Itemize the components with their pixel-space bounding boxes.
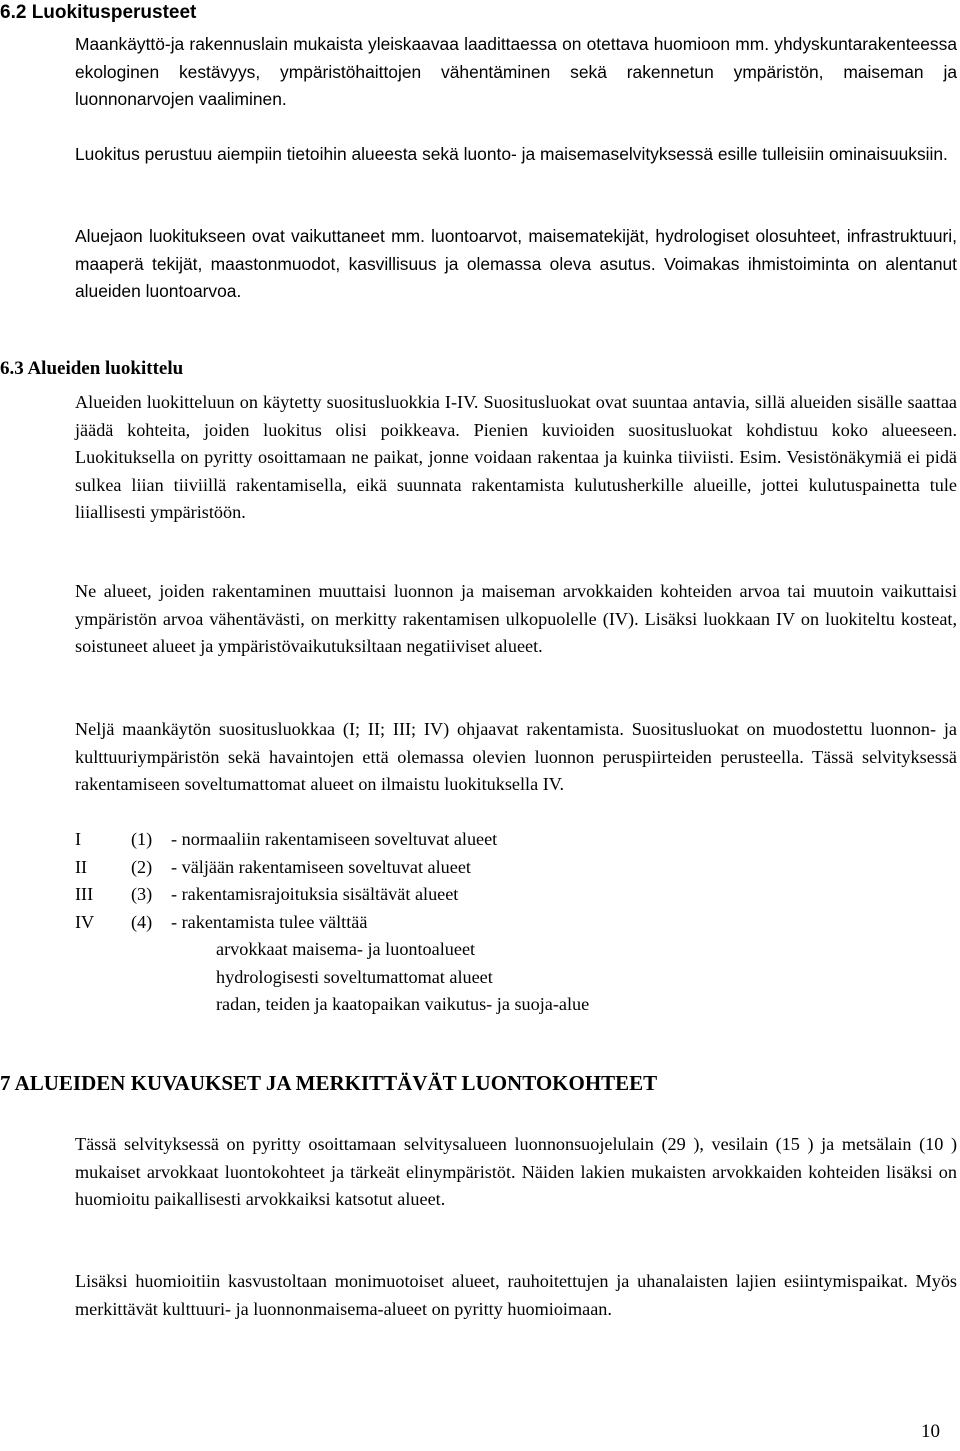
- section-7-heading: 7 ALUEIDEN KUVAUKSET JA MERKITTÄVÄT LUONTOKOHTEET: [0, 1071, 658, 1095]
- class-roman: II: [75, 856, 88, 877]
- class-description: - normaaliin rakentamiseen soveltuvat alueet: [171, 829, 498, 849]
- class-number: (3): [131, 884, 153, 904]
- class-description: - väljään rakentamiseen soveltuvat alueet: [171, 856, 471, 877]
- class-number: (4): [131, 911, 153, 932]
- section-6-3-paragraph-1: Alueiden luokitteluun on käytetty suositusluokkia I-IV. Suositusluokat ovat suuntaa antavia, sillä alueiden sisälle saattaa jäädä kohteita, joiden luokitus olisi poikkeava. Pienien kuvioiden suositusluokat kohdistuu koko alueeseen. Luokituksella on pyritty osoittamaan ne paikat, jonne voidaan rakentaa ja kuinka tiiviisti. Esim. Vesistönäkymiä ei pidä sulkea liian tiiviillä rakentamisella, eikä suunnata rakentamista kulutusherkille alueille, jottei kulutuspainetta tule liiallisesti ympäristöön.: [75, 392, 957, 522]
- class-roman: IV: [75, 911, 95, 932]
- section-6-2-paragraph-3: Aluejaon luokitukseen ovat vaikuttaneet mm. luontoarvot, maisematekijät, hydrologiset olosuhteet, infrastruktuuri, maaperä tekijät, maastonmuodot, kasvillisuus ja olemassa oleva asutus. Voimakas ihmistoiminta on alentanut alueiden luontoarvoa.: [75, 226, 957, 301]
- section-6-3-paragraph-2: Ne alueet, joiden rakentaminen muuttaisi luonnon ja maiseman arvokkaiden kohteiden arvoa tai muutoin vaikuttaisi ympäristön arvoa vähentävästi, on merkitty rakentamisen ulkopuolelle (IV). Lisäksi luokkaan IV on luokiteltu kosteat, soistuneet alueet ja ympäristövaikutuksiltaan negatiiviset alueet.: [75, 581, 957, 656]
- section-6-3-paragraph-3: Neljä maankäytön suositusluokkaa (I; II; III; IV) ohjaavat rakentamista. Suositusluokat on muodostettu luonnon- ja kulttuuriympäristön sekä havaintojen että olemassa olevien luonnon peruspiirteiden perusteella. Tässä selvityksessä rakentamiseen soveltumattomat alueet on ilmaistu luokituksella IV.: [75, 719, 957, 794]
- section-6-2-paragraph-1: Maankäyttö-ja rakennuslain mukaista yleiskaavaa laadittaessa on otettava huomioon mm. yhdyskuntarakenteessa ekologinen kestävyys, ympäristöhaittojen vähentäminen sekä rakennetun ympäristön, maiseman ja luonnonarvojen vaaliminen.: [75, 34, 957, 109]
- class-row-iv: [75, 909, 957, 937]
- class-roman: I: [75, 829, 82, 849]
- class-description: - rakentamista tulee välttää: [171, 911, 368, 932]
- section-6-2-paragraph-2: Luokitus perustuu aiempiin tietoihin alueesta sekä luonto- ja maisemaselvityksessä esille tulleisiin ominaisuuksiin.: [75, 144, 948, 164]
- class-iv-subitem: radan, teiden ja kaatopaikan vaikutus- ja suoja-alue: [216, 994, 590, 1014]
- class-iv-subitem: hydrologisesti soveltumattomat alueet: [216, 966, 493, 987]
- section-7-paragraph-2: Lisäksi huomioitiin kasvustoltaan monimuotoiset alueet, rauhoitettujen ja uhanalaisten lajien esiintymispaikat. Myös merkittävät kulttuuri- ja luonnonmaisema-alueet on pyritty huomioimaan.: [75, 1271, 957, 1319]
- class-iv-subitem: arvokkaat maisema- ja luontoalueet: [216, 939, 476, 959]
- class-number: (1): [131, 829, 153, 849]
- section-7-paragraph-1: Tässä selvityksessä on pyritty osoittamaan selvitysalueen luonnonsuojelulain (29 ), vesilain (15 ) ja metsälain (10 ) mukaiset arvokkaat luontokohteet ja tärkeät elinympäristöt. Näiden lakien mukaisten arvokkaiden kohteiden lisäksi on huomioitu paikallisesti arvokkaiksi katsotut alueet.: [75, 1134, 957, 1210]
- page-number: 10: [921, 1421, 940, 1442]
- class-roman: III: [75, 884, 94, 904]
- class-row-i: [75, 826, 957, 854]
- class-row-ii: [75, 854, 957, 882]
- class-description: - rakentamisrajoituksia sisältävät alueet: [171, 884, 459, 904]
- class-row-iii: [75, 881, 957, 909]
- section-6-3-heading: 6.3 Alueiden luokittelu: [0, 358, 184, 379]
- section-6-2-heading: 6.2 Luokitusperusteet: [0, 2, 197, 23]
- class-number: (2): [131, 856, 153, 877]
